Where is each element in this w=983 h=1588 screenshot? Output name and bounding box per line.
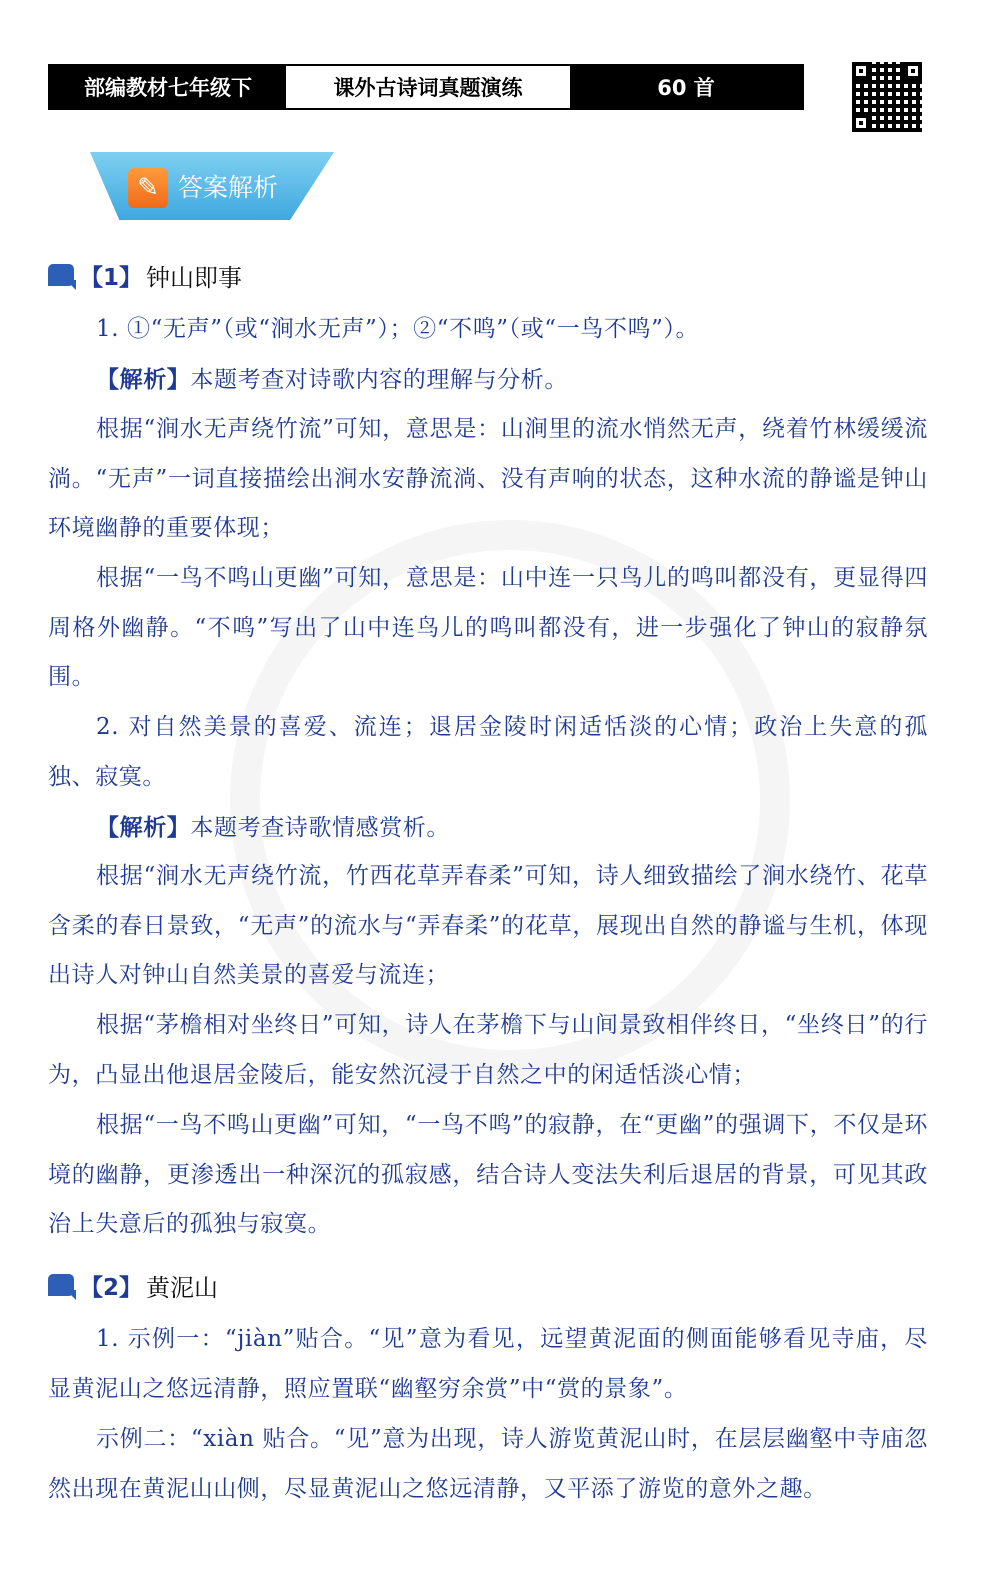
example-2: 示例二：“xiàn 贴合。“见”意为出现，诗人游览黄泥山时，在层层幽壑中寺庙忽然出现在黄泥山山侧，尽显黄泥山之悠远清静，又平添了游览的意外之趣。 bbox=[48, 1426, 928, 1502]
paragraph: 根据“茅檐相对坐终日”可知，诗人在茅檐下与山间景致相伴终日，“坐终日”的行为，凸显出他退居金陵后，能安然沉浸于自然之中的闲适恬淡心情； bbox=[48, 1012, 928, 1088]
paragraph: 根据“涧水无声绕竹流”可知，意思是：山涧里的流水悄然无声，绕着竹林缓缓流淌。“无声”一词直接描绘出涧水安静流淌、没有声响的状态，这种水流的静谧是钟山环境幽静的重要体现； bbox=[48, 416, 928, 542]
qr-code bbox=[852, 62, 922, 132]
pencil-icon: ✎ bbox=[128, 168, 168, 208]
paragraph: 根据“一鸟不鸣山更幽”可知，“一鸟不鸣”的寂静，在“更幽”的强调下，不仅是环境的幽静，更渗透出一种深沉的孤寂感，结合诗人变法失利后退居的背景，可见其政治上失意后的孤独与寂寞。 bbox=[48, 1112, 928, 1238]
analysis-text: 本题考查诗歌情感赏析。 bbox=[190, 815, 451, 841]
header-bar bbox=[48, 64, 804, 110]
speech-bubble-icon bbox=[48, 1274, 74, 1296]
section-number: 【2】 bbox=[80, 1274, 143, 1301]
section-title: 黄泥山 bbox=[146, 1273, 219, 1302]
paragraph: 根据“一鸟不鸣山更幽”可知，意思是：山中连一只鸟儿的鸣叫都没有，更显得四周格外幽静。“不鸣”写出了山中连鸟儿的鸣叫都没有，进一步强化了钟山的寂静氛围。 bbox=[48, 565, 928, 691]
paragraph: 根据“涧水无声绕竹流，竹西花草弄春柔”可知，诗人细致描绘了涧水绕竹、花草含柔的春日景致，“无声”的流水与“弄春柔”的花草，展现出自然的静谧与生机，体现出诗人对钟山自然美景的喜爱与流连； bbox=[48, 863, 928, 989]
analysis-tag: 【解析】 bbox=[96, 814, 191, 841]
header-grade: 部编教材七年级下 bbox=[50, 66, 286, 108]
analysis-1 bbox=[48, 355, 928, 406]
header-count: 60 首 bbox=[570, 66, 802, 108]
speech-bubble-icon bbox=[48, 264, 74, 286]
example-1: 1. 示例一：“jiàn”贴合。“见”意为看见，远望黄泥面的侧面能够看见寺庙，尽显黄泥山之悠远清静，照应置联“幽壑穷余赏”中“赏的景象”。 bbox=[48, 1326, 928, 1402]
banner-title: 答案解析 bbox=[178, 173, 279, 202]
analysis-2 bbox=[48, 803, 928, 854]
section-number: 【1】 bbox=[80, 264, 143, 291]
section-heading-2 bbox=[48, 1268, 218, 1302]
answer-1: 1. ①“无声”（或“涧水无声”）；②“不鸣”（或“一鸟不鸣”）。 bbox=[96, 316, 700, 342]
header-subject: 课外古诗词真题演练 bbox=[286, 66, 570, 108]
answer-2: 2. 对自然美景的喜爱、流连；退居金陵时闲适恬淡的心情；政治上失意的孤独、寂寞。 bbox=[48, 714, 928, 790]
section-title: 钟山即事 bbox=[146, 263, 243, 292]
section-heading-1 bbox=[48, 258, 242, 292]
analysis-tag: 【解析】 bbox=[96, 366, 191, 393]
analysis-text: 本题考查对诗歌内容的理解与分析。 bbox=[190, 367, 569, 393]
